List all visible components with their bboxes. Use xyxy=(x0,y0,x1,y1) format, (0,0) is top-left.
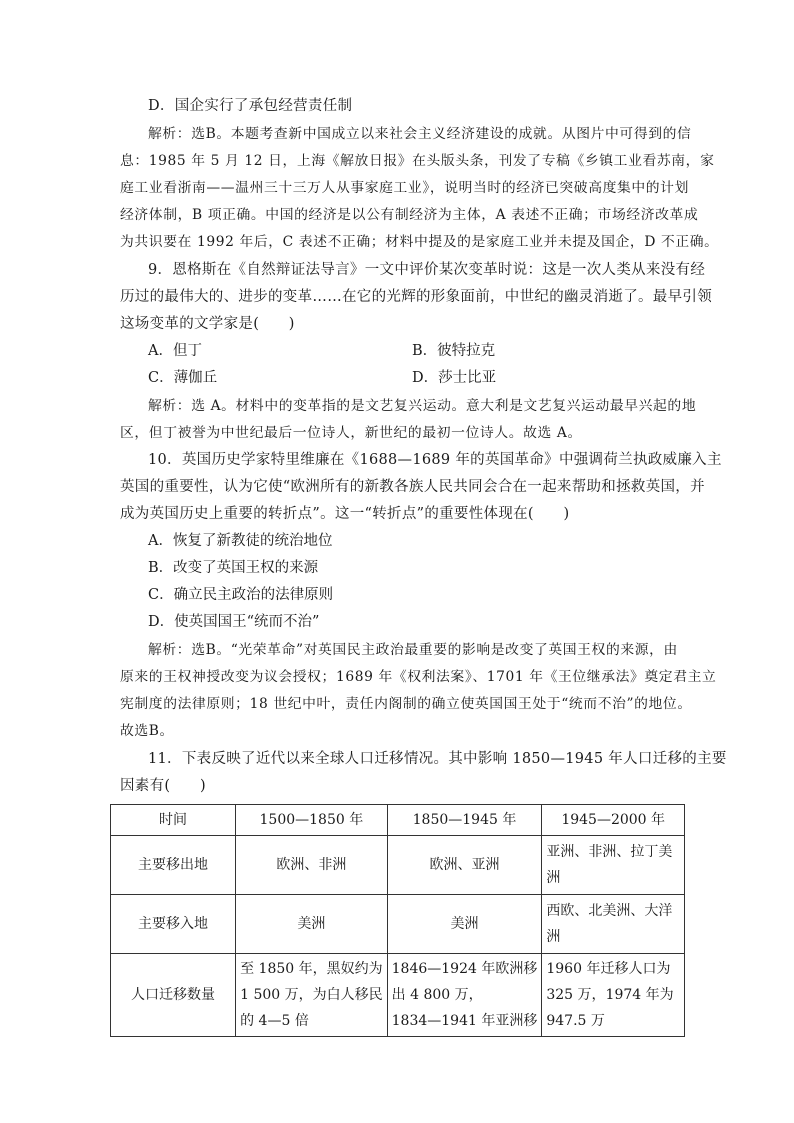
cell-text: 1834—1941 年亚洲移 xyxy=(391,1013,538,1029)
table-header-cell: 1945—2000 年 xyxy=(542,805,685,836)
q8-analysis-line: 解析：选B。本题考查新中国成立以来社会主义经济建设的成就。从图片中可得到的信 xyxy=(148,126,692,142)
q10-option-a: A．恢复了新教徒的统治地位 xyxy=(148,533,333,549)
q8-analysis-line: 庭工业看浙南——温州三十三万人从事家庭工业》，说明当时的经济已突破高度集中的计划 xyxy=(120,180,689,196)
cell-text: 1846—1924 年欧洲移 xyxy=(391,961,538,977)
q10-stem-line: 成为英国历史上重要的转折点”。这一“转折点”的重要性体现在( ) xyxy=(120,506,570,522)
q8-analysis-line: 为共识要在 1992 年后，C 表述不正确；材料中提及的是家庭工业并未提及国企，D 不正确。 xyxy=(120,234,719,250)
table-cell xyxy=(387,836,542,895)
cell-text: 美洲 xyxy=(297,916,326,932)
q9-option-b: B．彼特拉克 xyxy=(412,343,496,359)
cell-text: 的 4—5 倍 xyxy=(240,1013,309,1029)
cell-text: 1960 年迁移人口为 xyxy=(546,961,671,977)
table-cell xyxy=(236,954,388,1037)
q9-option-d: D．莎士比亚 xyxy=(412,370,497,386)
cell-text: 出 4 800 万， xyxy=(391,987,483,1003)
q11-stem-line: 因素有( ) xyxy=(120,778,206,794)
table-row-label: 人口迁移数量 xyxy=(111,954,236,1037)
table-header-cell: 1850—1945 年 xyxy=(387,805,542,836)
cell-text: 947.5 万 xyxy=(546,1013,605,1029)
q10-analysis-line: 宪制度的法律原则；18 世纪中叶，责任内阁制的确立使英国国王处于“统而不治”的地位。 xyxy=(120,696,692,712)
cell-text: 西欧、北美洲、大洋 xyxy=(546,903,673,919)
q11-stem-line: 11．下表反映了近代以来全球人口迁移情况。其中影响 1850—1945 年人口迁移的主要 xyxy=(148,751,727,767)
table-cell xyxy=(542,836,685,895)
q9-option-a: A．但丁 xyxy=(148,343,202,359)
migration-table xyxy=(110,804,685,1037)
q8-analysis-line: 息：1985 年 5 月 12 日，上海《解放日报》在头版头条，刊发了专稿《乡镇工业看苏南，家 xyxy=(120,153,715,169)
q9-stem-line: 历过的最伟大的、进步的变革……在它的光辉的形象面前，中世纪的幽灵消逝了。最早引领 xyxy=(120,289,712,305)
q10-option-d: D．使英国国王“统而不治” xyxy=(148,614,320,630)
cell-text: 欧洲、亚洲 xyxy=(429,857,500,873)
q10-stem-line: 10．英国历史学家特里维廉在《1688—1689 年的英国革命》中强调荷兰执政威廉入主 xyxy=(148,452,722,468)
table-cell xyxy=(387,895,542,954)
table-cell xyxy=(236,836,388,895)
table-cell xyxy=(542,895,685,954)
q9-stem-line: 这场变革的文学家是( ) xyxy=(120,316,295,332)
cell-text: 亚洲、非洲、拉丁美 xyxy=(546,844,673,860)
q10-stem-line: 英国的重要性，认为它使“欧洲所有的新教各族人民共同会合在一起来帮助和拯救英国，并 xyxy=(120,479,705,495)
table-row xyxy=(111,954,685,1037)
table-header-row xyxy=(111,805,685,836)
table-row-label: 主要移出地 xyxy=(111,836,236,895)
cell-text: 至 1850 年，黑奴约为 xyxy=(240,961,383,977)
table-row-label: 主要移入地 xyxy=(111,895,236,954)
table-row xyxy=(111,895,685,954)
cell-text: 美洲 xyxy=(450,916,479,932)
q8-analysis-line: 经济体制，B 项正确。中国的经济是以公有制经济为主体，A 表述不正确；市场经济改革成 xyxy=(120,207,699,223)
table-header-cell: 1500—1850 年 xyxy=(236,805,388,836)
cell-text: 325 万，1974 年为 xyxy=(546,987,674,1003)
q9-stem-line: 9．恩格斯在《自然辩证法导言》一文中评价某次变革时说：这是一次人类从来没有经 xyxy=(148,262,706,278)
table-cell xyxy=(236,895,388,954)
q9-analysis-line: 解析：选 A。材料中的变革指的是文艺复兴运动。意大利是文艺复兴运动最早兴起的地 xyxy=(148,398,697,414)
table-cell xyxy=(387,954,542,1037)
q10-option-c: C．确立民主政治的法律原则 xyxy=(148,587,334,603)
q9-analysis-line: 区，但丁被誉为中世纪最后一位诗人，新世纪的最初一位诗人。故选 A。 xyxy=(120,425,582,441)
cell-text: 洲 xyxy=(546,929,561,945)
q10-option-b: B．改变了英国王权的来源 xyxy=(148,560,319,576)
q10-analysis-line: 原来的王权神授改变为议会授权；1689 年《权利法案》、1701 年《王位继承法》奠定君主立 xyxy=(120,669,717,685)
table-cell xyxy=(542,954,685,1037)
cell-text: 欧洲、非洲 xyxy=(276,857,347,873)
q10-analysis-line: 解析：选B。“光荣革命”对英国民主政治最重要的影响是改变了英国王权的来源，由 xyxy=(148,642,678,658)
table-header-cell: 时间 xyxy=(111,805,236,836)
table-row xyxy=(111,836,685,895)
cell-text: 洲 xyxy=(546,870,561,886)
cell-text: 1 500 万，为白人移民 xyxy=(240,987,383,1003)
q9-option-c: C．薄伽丘 xyxy=(148,370,218,386)
q8-option-d: D．国企实行了承包经营责任制 xyxy=(148,98,353,114)
q10-analysis-line: 故选B。 xyxy=(120,723,174,739)
